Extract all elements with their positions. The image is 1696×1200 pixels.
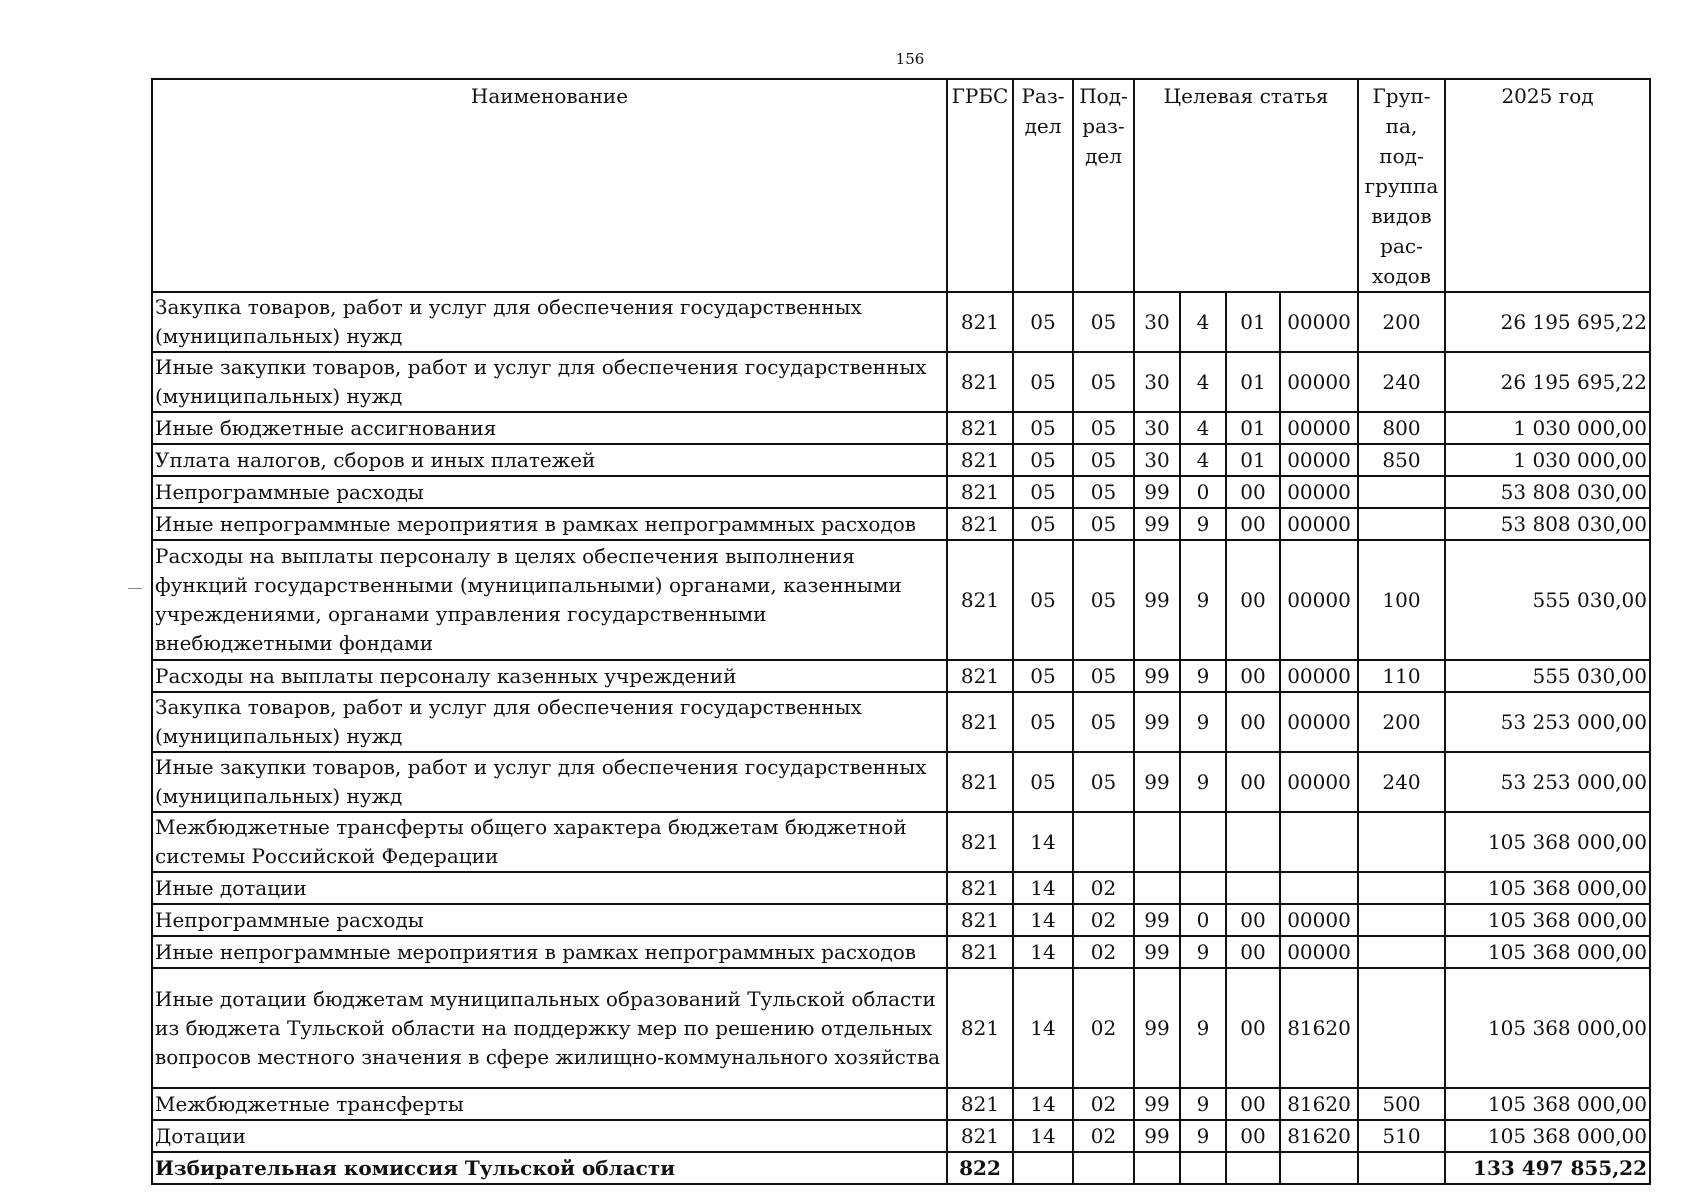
row-razdel: 05	[1013, 412, 1073, 444]
row-amount: 26 195 695,22	[1445, 292, 1650, 352]
row-expense-group	[1358, 476, 1445, 508]
row-name: Иные дотации	[152, 872, 947, 904]
row-target-program: 99	[1134, 476, 1180, 508]
row-name: Непрограммные расходы	[152, 904, 947, 936]
row-target-subprogram: 01	[1226, 352, 1280, 412]
row-target-direction: 81620	[1280, 1088, 1358, 1120]
header-name: Наименование	[152, 79, 947, 292]
row-razdel: 05	[1013, 444, 1073, 476]
row-name: Непрограммные расходы	[152, 476, 947, 508]
row-target-direction	[1280, 1152, 1358, 1184]
row-podrazdel: 05	[1073, 508, 1134, 540]
header-razdel: Раз- дел	[1013, 79, 1073, 292]
row-name: Дотации	[152, 1120, 947, 1152]
row-grbs: 821	[947, 508, 1013, 540]
row-razdel: 14	[1013, 1120, 1073, 1152]
row-podrazdel: 05	[1073, 352, 1134, 412]
table-row	[152, 1088, 1650, 1120]
row-grbs: 821	[947, 660, 1013, 692]
table-row	[152, 660, 1650, 692]
row-target-subprogram: 00	[1226, 936, 1280, 968]
row-name: Межбюджетные трансферты общего характера бюджетам бюджетной системы Российской Федерации	[152, 812, 947, 872]
table-row	[152, 1152, 1650, 1184]
row-grbs: 821	[947, 904, 1013, 936]
row-razdel	[1013, 1152, 1073, 1184]
row-target-type: 0	[1180, 904, 1226, 936]
row-podrazdel	[1073, 812, 1134, 872]
header-target-article: Целевая статья	[1134, 79, 1358, 292]
row-target-direction: 00000	[1280, 540, 1358, 660]
row-target-type: 4	[1180, 292, 1226, 352]
row-target-type: 9	[1180, 1120, 1226, 1152]
row-target-type: 9	[1180, 508, 1226, 540]
row-grbs: 821	[947, 352, 1013, 412]
row-target-subprogram: 00	[1226, 660, 1280, 692]
row-grbs: 821	[947, 1120, 1013, 1152]
row-target-direction: 00000	[1280, 444, 1358, 476]
row-amount: 555 030,00	[1445, 540, 1650, 660]
table-row	[152, 508, 1650, 540]
row-expense-group: 200	[1358, 692, 1445, 752]
row-target-type: 9	[1180, 752, 1226, 812]
row-target-type: 9	[1180, 540, 1226, 660]
row-target-type: 9	[1180, 692, 1226, 752]
row-name: Иные закупки товаров, работ и услуг для обеспечения государственных (муниципальных) нужд	[152, 352, 947, 412]
row-target-direction: 00000	[1280, 752, 1358, 812]
row-target-program: 99	[1134, 508, 1180, 540]
row-razdel: 05	[1013, 508, 1073, 540]
table-row	[152, 412, 1650, 444]
row-podrazdel: 05	[1073, 692, 1134, 752]
row-expense-group	[1358, 904, 1445, 936]
row-amount: 105 368 000,00	[1445, 1120, 1650, 1152]
row-podrazdel: 05	[1073, 412, 1134, 444]
row-grbs: 821	[947, 292, 1013, 352]
row-razdel: 05	[1013, 292, 1073, 352]
row-amount: 555 030,00	[1445, 660, 1650, 692]
row-grbs: 821	[947, 444, 1013, 476]
row-amount: 105 368 000,00	[1445, 1088, 1650, 1120]
row-target-subprogram: 00	[1226, 692, 1280, 752]
row-grbs: 821	[947, 812, 1013, 872]
header-grbs: ГРБС	[947, 79, 1013, 292]
row-target-direction: 81620	[1280, 968, 1358, 1088]
row-name: Избирательная комиссия Тульской области	[152, 1152, 947, 1184]
row-target-program: 99	[1134, 1088, 1180, 1120]
row-target-program: 99	[1134, 752, 1180, 812]
row-name: Иные непрограммные мероприятия в рамках непрограммных расходов	[152, 936, 947, 968]
table-row	[152, 476, 1650, 508]
row-expense-group: 100	[1358, 540, 1445, 660]
table-row	[152, 352, 1650, 412]
row-target-direction: 00000	[1280, 936, 1358, 968]
row-amount: 53 808 030,00	[1445, 476, 1650, 508]
table-row	[152, 968, 1650, 1088]
row-grbs: 821	[947, 968, 1013, 1088]
row-podrazdel: 02	[1073, 872, 1134, 904]
row-grbs: 821	[947, 412, 1013, 444]
row-podrazdel: 02	[1073, 1120, 1134, 1152]
row-target-program: 99	[1134, 660, 1180, 692]
row-razdel: 14	[1013, 872, 1073, 904]
row-target-subprogram: 00	[1226, 752, 1280, 812]
row-target-subprogram: 00	[1226, 508, 1280, 540]
row-target-program: 30	[1134, 352, 1180, 412]
row-target-program: 99	[1134, 936, 1180, 968]
table-header-row	[152, 79, 1650, 292]
row-podrazdel: 05	[1073, 476, 1134, 508]
row-expense-group	[1358, 872, 1445, 904]
row-target-program: 99	[1134, 540, 1180, 660]
row-name: Межбюджетные трансферты	[152, 1088, 947, 1120]
table-row	[152, 936, 1650, 968]
row-target-type: 9	[1180, 1088, 1226, 1120]
row-target-direction: 00000	[1280, 660, 1358, 692]
row-expense-group: 500	[1358, 1088, 1445, 1120]
row-amount: 53 253 000,00	[1445, 752, 1650, 812]
row-target-subprogram	[1226, 812, 1280, 872]
header-year: 2025 год	[1445, 79, 1650, 292]
row-target-direction	[1280, 812, 1358, 872]
row-razdel: 05	[1013, 476, 1073, 508]
row-name: Закупка товаров, работ и услуг для обеспечения государственных (муниципальных) нужд	[152, 692, 947, 752]
row-razdel: 05	[1013, 660, 1073, 692]
row-target-subprogram: 00	[1226, 904, 1280, 936]
row-amount: 53 808 030,00	[1445, 508, 1650, 540]
row-target-program: 99	[1134, 968, 1180, 1088]
table-row	[152, 292, 1650, 352]
row-target-program: 30	[1134, 444, 1180, 476]
row-name: Расходы на выплаты персоналу казенных учреждений	[152, 660, 947, 692]
row-amount: 105 368 000,00	[1445, 968, 1650, 1088]
row-razdel: 05	[1013, 752, 1073, 812]
row-target-subprogram: 00	[1226, 1088, 1280, 1120]
row-expense-group	[1358, 968, 1445, 1088]
row-expense-group: 200	[1358, 292, 1445, 352]
table-row	[152, 1120, 1650, 1152]
row-podrazdel: 05	[1073, 660, 1134, 692]
row-grbs: 821	[947, 872, 1013, 904]
table-row	[152, 444, 1650, 476]
row-podrazdel: 05	[1073, 444, 1134, 476]
row-expense-group: 800	[1358, 412, 1445, 444]
row-target-program: 99	[1134, 904, 1180, 936]
row-amount: 105 368 000,00	[1445, 812, 1650, 872]
row-name: Иные закупки товаров, работ и услуг для обеспечения государственных (муниципальных) нужд	[152, 752, 947, 812]
row-podrazdel: 02	[1073, 968, 1134, 1088]
row-amount: 133 497 855,22	[1445, 1152, 1650, 1184]
budget-table	[151, 78, 1651, 1185]
row-target-subprogram: 00	[1226, 968, 1280, 1088]
row-podrazdel: 05	[1073, 292, 1134, 352]
row-amount: 105 368 000,00	[1445, 872, 1650, 904]
row-target-direction: 00000	[1280, 352, 1358, 412]
row-target-type: 4	[1180, 352, 1226, 412]
row-target-type: 4	[1180, 444, 1226, 476]
row-expense-group	[1358, 812, 1445, 872]
row-expense-group	[1358, 508, 1445, 540]
row-target-type: 4	[1180, 412, 1226, 444]
row-grbs: 821	[947, 692, 1013, 752]
row-target-direction: 00000	[1280, 292, 1358, 352]
table-body	[152, 292, 1650, 1184]
row-grbs: 821	[947, 752, 1013, 812]
page-number: 156	[895, 50, 925, 68]
table-row	[152, 904, 1650, 936]
row-podrazdel: 02	[1073, 904, 1134, 936]
row-expense-group: 850	[1358, 444, 1445, 476]
row-target-subprogram	[1226, 1152, 1280, 1184]
row-target-type: 9	[1180, 660, 1226, 692]
row-name: Иные дотации бюджетам муниципальных образований Тульской области из бюджета Тульской области на поддержку мер по решению отдельных вопросов местного значения в сфере жилищно-коммунального хозяйства	[152, 968, 947, 1088]
row-target-program: 30	[1134, 292, 1180, 352]
row-podrazdel: 05	[1073, 540, 1134, 660]
row-podrazdel: 02	[1073, 1088, 1134, 1120]
table-row	[152, 540, 1650, 660]
table-row	[152, 812, 1650, 872]
row-expense-group	[1358, 936, 1445, 968]
row-target-type: 9	[1180, 968, 1226, 1088]
row-target-direction: 00000	[1280, 904, 1358, 936]
row-grbs: 821	[947, 476, 1013, 508]
row-target-type	[1180, 1152, 1226, 1184]
header-podrazdel: Под- раз- дел	[1073, 79, 1134, 292]
table-row	[152, 752, 1650, 812]
row-target-direction: 00000	[1280, 412, 1358, 444]
row-name: Иные непрограммные мероприятия в рамках непрограммных расходов	[152, 508, 947, 540]
header-expense-group: Груп- па, под- группа видов рас- ходов	[1358, 79, 1445, 292]
row-target-subprogram: 01	[1226, 412, 1280, 444]
row-razdel: 14	[1013, 936, 1073, 968]
row-target-type	[1180, 872, 1226, 904]
row-grbs: 821	[947, 936, 1013, 968]
row-target-type	[1180, 812, 1226, 872]
row-razdel: 14	[1013, 904, 1073, 936]
row-amount: 53 253 000,00	[1445, 692, 1650, 752]
row-target-type: 9	[1180, 936, 1226, 968]
row-razdel: 14	[1013, 968, 1073, 1088]
margin-mark	[128, 588, 142, 589]
row-expense-group	[1358, 1152, 1445, 1184]
row-grbs: 821	[947, 1088, 1013, 1120]
row-target-direction: 81620	[1280, 1120, 1358, 1152]
row-target-program: 99	[1134, 692, 1180, 752]
row-target-direction: 00000	[1280, 692, 1358, 752]
row-amount: 105 368 000,00	[1445, 936, 1650, 968]
row-name: Иные бюджетные ассигнования	[152, 412, 947, 444]
table-row	[152, 692, 1650, 752]
row-expense-group: 110	[1358, 660, 1445, 692]
row-expense-group: 510	[1358, 1120, 1445, 1152]
row-target-subprogram: 00	[1226, 476, 1280, 508]
row-razdel: 14	[1013, 812, 1073, 872]
row-podrazdel: 05	[1073, 752, 1134, 812]
row-target-type: 0	[1180, 476, 1226, 508]
row-amount: 26 195 695,22	[1445, 352, 1650, 412]
row-target-direction	[1280, 872, 1358, 904]
row-expense-group: 240	[1358, 752, 1445, 812]
row-amount: 105 368 000,00	[1445, 904, 1650, 936]
row-target-program	[1134, 1152, 1180, 1184]
row-target-direction: 00000	[1280, 508, 1358, 540]
row-target-program	[1134, 812, 1180, 872]
row-razdel: 05	[1013, 540, 1073, 660]
row-amount: 1 030 000,00	[1445, 444, 1650, 476]
row-target-subprogram: 01	[1226, 292, 1280, 352]
row-target-program	[1134, 872, 1180, 904]
row-name: Уплата налогов, сборов и иных платежей	[152, 444, 947, 476]
row-name: Расходы на выплаты персоналу в целях обеспечения выполнения функций государственными (муниципальными) органами, казенными учреждениями, органами управления государственными внебюджетными фондами	[152, 540, 947, 660]
row-target-program: 99	[1134, 1120, 1180, 1152]
row-razdel: 14	[1013, 1088, 1073, 1120]
row-razdel: 05	[1013, 352, 1073, 412]
row-razdel: 05	[1013, 692, 1073, 752]
row-target-direction: 00000	[1280, 476, 1358, 508]
row-target-subprogram: 01	[1226, 444, 1280, 476]
row-target-subprogram: 00	[1226, 1120, 1280, 1152]
row-grbs: 821	[947, 540, 1013, 660]
row-podrazdel: 02	[1073, 936, 1134, 968]
row-grbs: 822	[947, 1152, 1013, 1184]
table-row	[152, 872, 1650, 904]
row-podrazdel	[1073, 1152, 1134, 1184]
row-expense-group: 240	[1358, 352, 1445, 412]
row-target-subprogram: 00	[1226, 540, 1280, 660]
row-amount: 1 030 000,00	[1445, 412, 1650, 444]
row-target-program: 30	[1134, 412, 1180, 444]
row-target-subprogram	[1226, 872, 1280, 904]
row-name: Закупка товаров, работ и услуг для обеспечения государственных (муниципальных) нужд	[152, 292, 947, 352]
